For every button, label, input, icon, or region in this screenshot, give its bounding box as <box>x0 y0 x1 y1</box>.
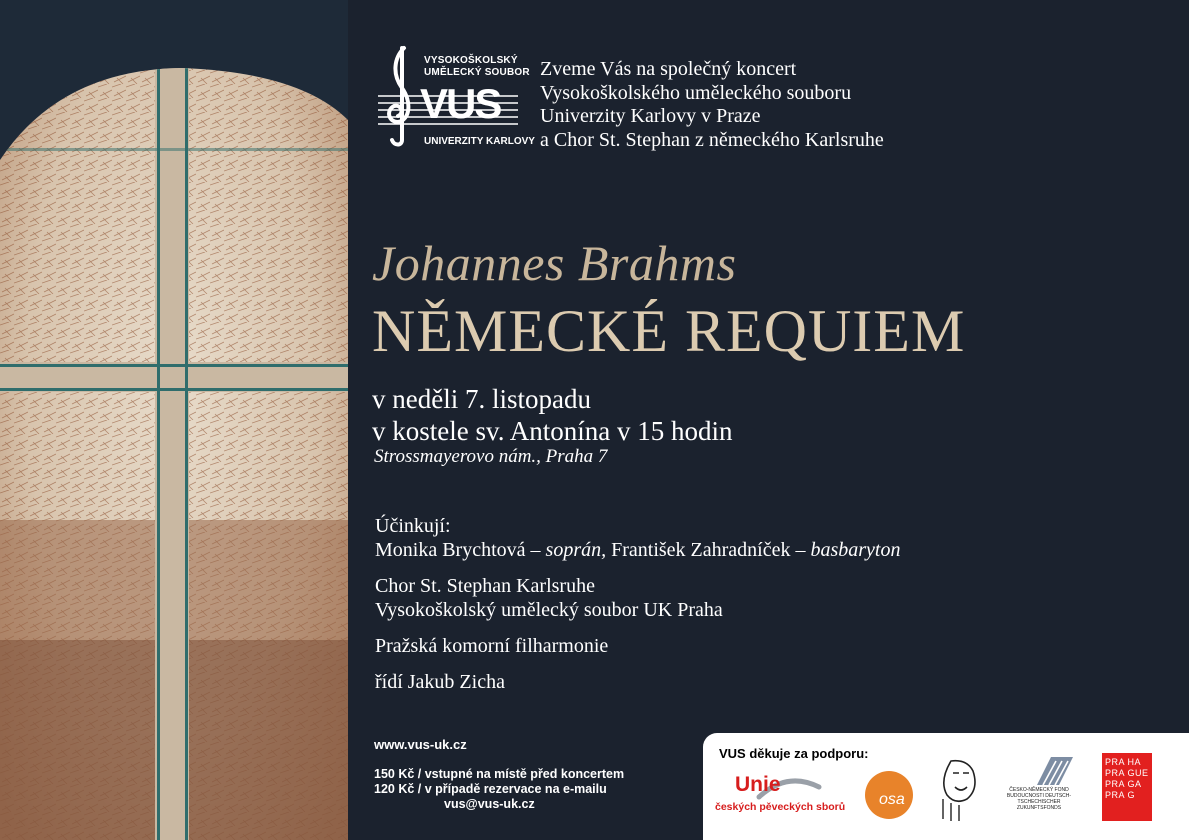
ticket-prices <box>374 767 624 812</box>
osa-logo: osa <box>865 771 913 819</box>
theatre-mask-logo-icon <box>933 755 983 825</box>
window-artwork <box>0 0 348 840</box>
choir-2: Vysokoškolský umělecký soubor UK Praha <box>375 599 723 621</box>
performers-list <box>375 514 900 694</box>
unie-logo: Unie českých pěveckých sborů <box>715 773 846 813</box>
choir-1: Chor St. Stephan Karlsruhe <box>375 575 595 597</box>
event-details <box>372 383 732 447</box>
conductor: řídí Jakub Zicha <box>375 671 505 693</box>
composer-name: Johannes Brahms <box>372 235 737 291</box>
fund-logo: ČESKO-NĚMECKÝ FOND BUDOUCNOSTI DEUTSCH-TSCHECHISCHER ZUKUNFTSFONDS <box>1003 755 1103 827</box>
price-reservation: 120 Kč / v případě rezervace na e-mailu <box>374 782 607 796</box>
work-title: NĚMECKÉ REQUIEM <box>372 298 966 364</box>
orchestra: Pražská komorní filharmonie <box>375 635 609 657</box>
sponsors-box <box>703 733 1189 840</box>
performers-heading: Účinkují: <box>375 515 451 537</box>
reservation-email[interactable]: vus@vus-uk.cz <box>444 797 535 811</box>
soloists-line: Monika Brychtová – soprán, František Zahradníček – basbaryton <box>375 539 901 561</box>
logo-bottom-text: UNIVERZITY KARLOVY <box>424 136 535 147</box>
logo-mark: VUS <box>420 80 501 127</box>
sponsors-title: VUS děkuje za podporu: <box>719 746 869 761</box>
price-walkin: 150 Kč / vstupné na místě před koncertem <box>374 767 625 781</box>
event-address: Strossmayerovo nám., Praha 7 <box>374 446 608 467</box>
invitation-text: Zveme Vás na společný koncert Vysokoškolského uměleckého souboru Univerzity Karlovy v Praze a Chor St. Stephan z německého Karlsruhe <box>540 58 884 151</box>
praha-logo: PRA HA PRA GUE PRA GA PRA G <box>1102 753 1152 821</box>
fund-emblem-icon <box>1029 755 1075 791</box>
website-link[interactable]: www.vus-uk.cz <box>374 737 467 752</box>
event-place: v kostele sv. Antonína v 15 hodin <box>372 416 733 446</box>
logo-top-text: VYSOKOŠKOLSKÝ UMĚLECKÝ SOUBOR <box>424 55 530 78</box>
event-date: v neděli 7. listopadu <box>372 384 591 414</box>
